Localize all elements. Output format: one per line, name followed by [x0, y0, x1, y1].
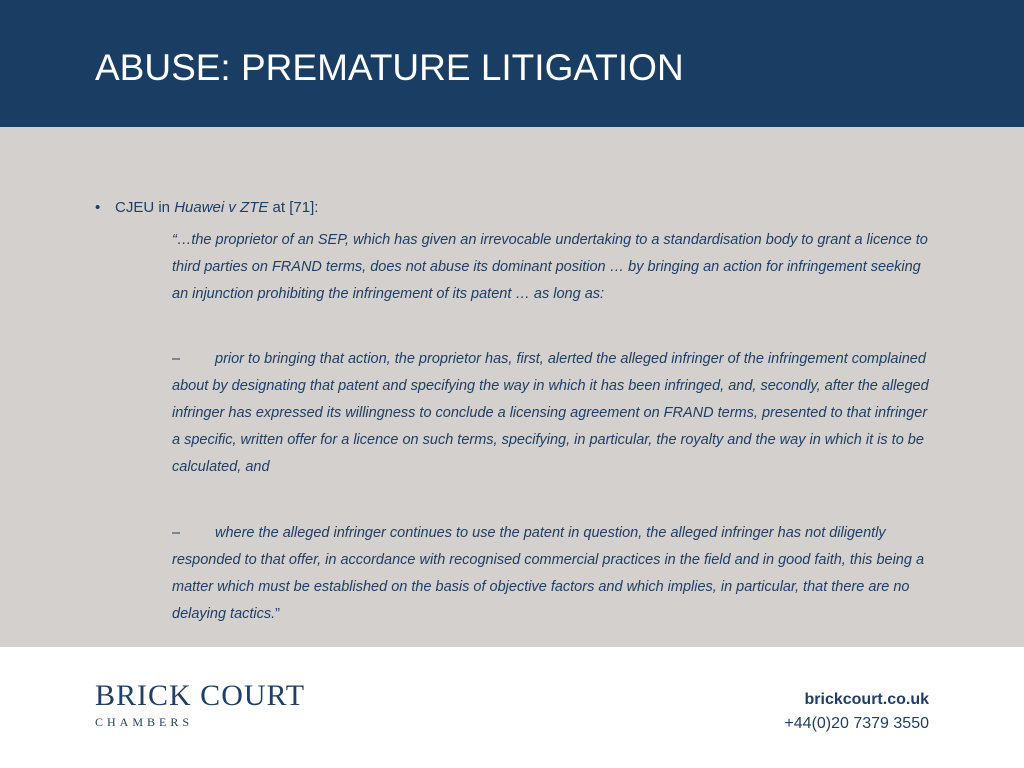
website-link[interactable]: brickcourt.co.uk: [804, 691, 929, 708]
bullet-suffix: at [71]:: [268, 199, 319, 216]
bullet-prefix: CJEU in: [115, 199, 175, 216]
brick-court-logo: [95, 680, 305, 730]
contact-info: [784, 688, 929, 736]
logo-main-text: BRICK COURT: [95, 679, 306, 712]
dash-marker: –: [172, 525, 181, 541]
condition-text: where the alleged infringer continues to use the patent in question, the alleged infringer has not diligently responded to that offer, in accordance with recognised commercial practices in the field and in good faith, this being a matter which must be established on the basis of objective factors and which implies, in particular, that there are no delaying tactics.: [172, 525, 925, 622]
logo-sub-text: CHAMBERS: [95, 715, 194, 729]
quote-intro: “…the proprietor of an SEP, which has given an irrevocable undertaking to a standardisation body to grant a licence to third parties on FRAND terms, does not abuse its dominant position … by bringing an action for infringement seeking an injunction prohibiting the infringement of its patent … as long as:: [172, 232, 928, 302]
condition-second: [172, 520, 932, 628]
header-bar: [0, 0, 1024, 127]
bullet-marker: •: [95, 199, 101, 216]
phone-number: +44(0)20 7379 3550: [784, 715, 929, 732]
condition-first: [172, 346, 932, 481]
bullet-item: [95, 198, 318, 218]
dash-marker: –: [172, 351, 181, 367]
closing-quote: ”: [275, 606, 281, 622]
page-title: ABUSE: PREMATURE LITIGATION: [95, 47, 684, 88]
case-name: Huawei v ZTE: [174, 199, 269, 216]
condition-text: prior to bringing that action, the proprietor has, first, alerted the alleged infringer of the infringement complained about by designating that patent and specifying the way in which it has been infringed, and, secondly, after the alleged infringer has expressed its willingness to conclude a licensing agreement on FRAND terms, presented to that infringer a specific, written offer for a licence on such terms, specifying, in particular, the royalty and the way in which it is to be calculated, and: [172, 351, 929, 475]
